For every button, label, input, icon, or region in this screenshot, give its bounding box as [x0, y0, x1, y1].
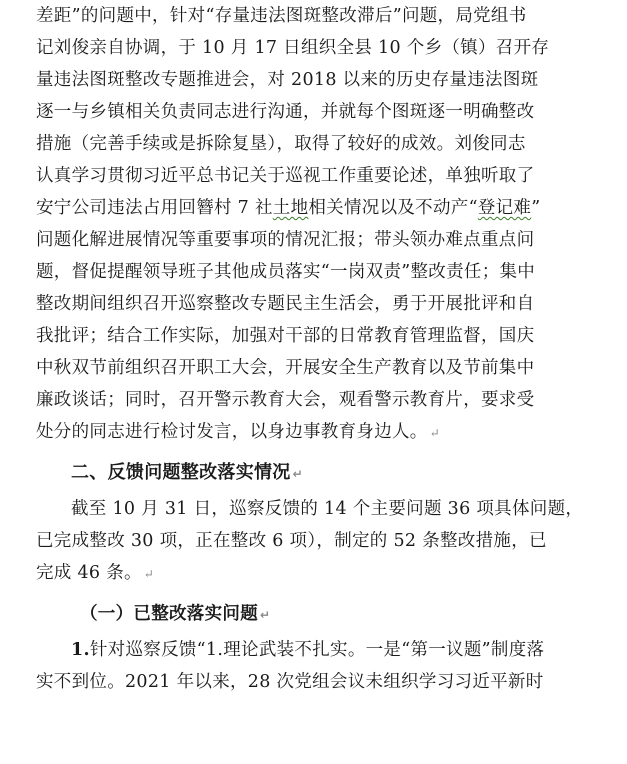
subsection-heading: [36, 598, 617, 630]
text-line: 逐一与乡镇相关负责同志进行沟通，并就每个图斑逐一明确整改: [36, 102, 535, 122]
section-heading: [36, 457, 617, 489]
paragraph-mark-icon: ↵: [429, 426, 440, 440]
text-line: [36, 192, 617, 224]
text-segment: 相关情况以及不动产“: [308, 198, 478, 218]
text-line: 已完成整改 30 项，正在整改 6 项），制定的 52 条整改措施，已: [36, 531, 547, 551]
text-segment: ”: [531, 198, 541, 218]
text-line: 差距”的问题中，针对“存量违法图斑整改滞后”问题，局党组书: [36, 6, 527, 26]
text-line: 实不到位。2021 年以来，28 次党组会议未组织学习习近平新时: [36, 672, 544, 692]
text-segment: 处分的同志进行检讨发言，以身边事教育身边人。: [36, 422, 428, 442]
text-line: 记刘俊亲自协调，于 10 月 17 日组织全县 10 个乡（镇）召开存: [36, 38, 550, 58]
paragraph-mark-icon: ↵: [143, 567, 155, 581]
heading-text: （一）已整改落实问题: [80, 604, 258, 624]
text-line: 措施（完善手续或是拆除复垦），取得了较好的成效。刘俊同志: [36, 134, 526, 154]
text-segment: 完成 46 条。: [36, 563, 142, 583]
text-line: 整改期间组织召开巡察整改专题民主生活会，勇于开展批评和自: [36, 294, 535, 314]
spellcheck-word: 土地: [272, 198, 309, 218]
text-line: 问题化解进展情况等重要事项的情况汇报；带头领办难点重点问: [36, 230, 535, 250]
text-line: [36, 634, 617, 666]
text-line: 量违法图斑整改专题推进会，对 2018 以来的历史存量违法图斑: [36, 70, 539, 90]
text-line: [36, 557, 617, 589]
text-segment: 安宁公司违法占用回簪村 7 社: [36, 198, 273, 218]
paragraph-mark-icon: ↵: [260, 608, 271, 622]
text-line: 题，督促提醒领导班子其他成员落实“一岗双责”整改责任；集中: [36, 262, 536, 282]
text-line: 我批评；结合工作实际，加强对干部的日常教育管理监督，国庆: [36, 326, 535, 346]
text-line: 中秋双节前组织召开职工大会，开展安全生产教育以及节前集中: [36, 358, 535, 378]
spellcheck-word: 登记难: [477, 198, 532, 218]
list-number: 1.: [71, 640, 90, 660]
paragraph-mark-icon: ↵: [292, 467, 303, 481]
heading-text: 二、反馈问题整改落实情况: [71, 462, 291, 483]
text-segment: 针对巡察反馈“1.理论武装不扎实。一是“第一议题”制度落: [89, 640, 545, 660]
text-line: 认真学习贯彻习近平总书记关于巡视工作重要论述，单独听取了: [36, 166, 535, 186]
text-line: 廉政谈话；同时，召开警示教育大会，观看警示教育片，要求受: [36, 390, 535, 410]
text-line: 截至 10 月 31 日，巡察反馈的 14 个主要问题 36 项具体问题，: [71, 499, 584, 519]
text-line: [36, 416, 617, 448]
